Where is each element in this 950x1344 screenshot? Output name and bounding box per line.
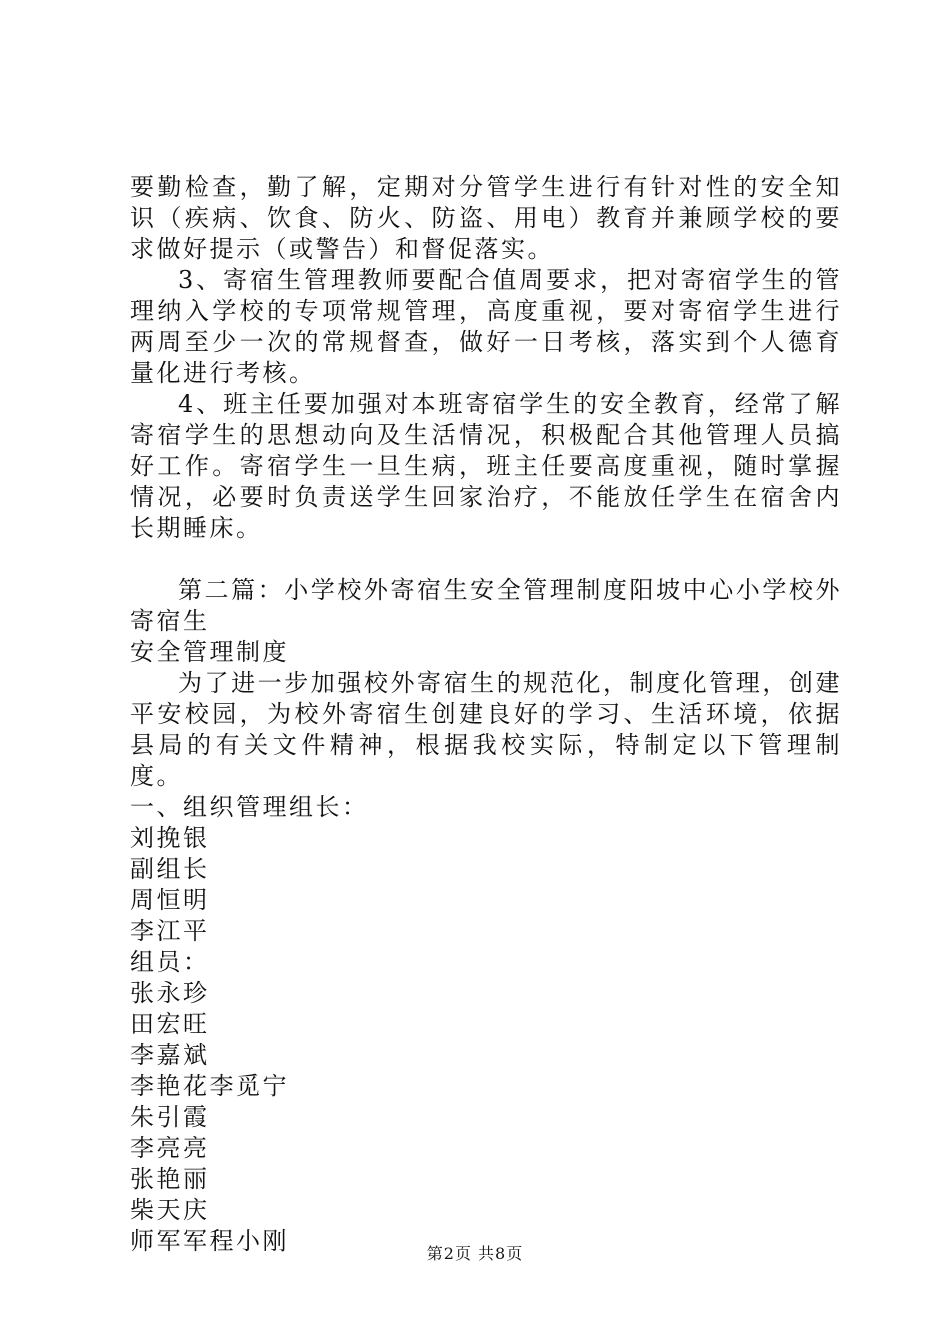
intro-paragraph: 为了进一步加强校外寄宿生的规范化，制度化管理，创建平安校园，为校外寄宿生创建良好的学习、生活环境，依据县局的有关文件精神，根据我校实际，特制定以下管理制度。 xyxy=(130,669,842,790)
org-line: 张艳丽 xyxy=(130,1165,210,1193)
paragraph-continuation: 要勤检查，勤了解，定期对分管学生进行有针对性的安全知识（疾病、饮食、防火、防盗、用电）教育并兼顾学校的要求做好提示（或警告）和督促落实。 xyxy=(130,173,842,263)
org-line: 张永珍 xyxy=(130,979,210,1007)
org-line: 组员： xyxy=(130,948,210,976)
document-body xyxy=(130,172,842,1257)
org-line: 李江平 xyxy=(130,917,210,945)
section-gap xyxy=(130,544,842,575)
paragraph-item-4: 4、班主任要加强对本班寄宿学生的安全教育，经常了解寄宿学生的思想动向及生活情况，积极配合其他管理人员搞好工作。寄宿学生一旦生病，班主任要高度重视，随时掌握情况，必要时负责送学生回家治疗，不能放任学生在宿舍内长期睡床。 xyxy=(130,390,842,542)
section-subtitle: 安全管理制度 xyxy=(130,638,289,666)
org-line: 田宏旺 xyxy=(130,1010,210,1038)
org-line: 刘挽银 xyxy=(130,824,210,852)
org-line: 李艳花李觅宁 xyxy=(130,1072,289,1100)
org-line: 朱引霞 xyxy=(130,1103,210,1131)
org-line: 副组长 xyxy=(130,855,210,883)
org-line: 周恒明 xyxy=(130,886,210,914)
org-line: 李嘉斌 xyxy=(130,1041,210,1069)
section-title: 第二篇：小学校外寄宿生安全管理制度阳坡中心小学校外寄宿生 xyxy=(130,576,842,635)
paragraph-item-3: 3、寄宿生管理教师要配合值周要求，把对寄宿学生的管理纳入学校的专项常规管理，高度重视，要对寄宿学生进行两周至少一次的常规督查，做好一日考核，落实到个人德育量化进行考核。 xyxy=(130,266,842,387)
org-line: 师军军程小刚 xyxy=(130,1227,289,1255)
org-line: 一、组织管理组长： xyxy=(130,793,369,821)
org-line: 柴天庆 xyxy=(130,1196,210,1224)
page-footer: 第2页 共8页 xyxy=(426,1244,524,1263)
org-line: 李亮亮 xyxy=(130,1134,210,1162)
